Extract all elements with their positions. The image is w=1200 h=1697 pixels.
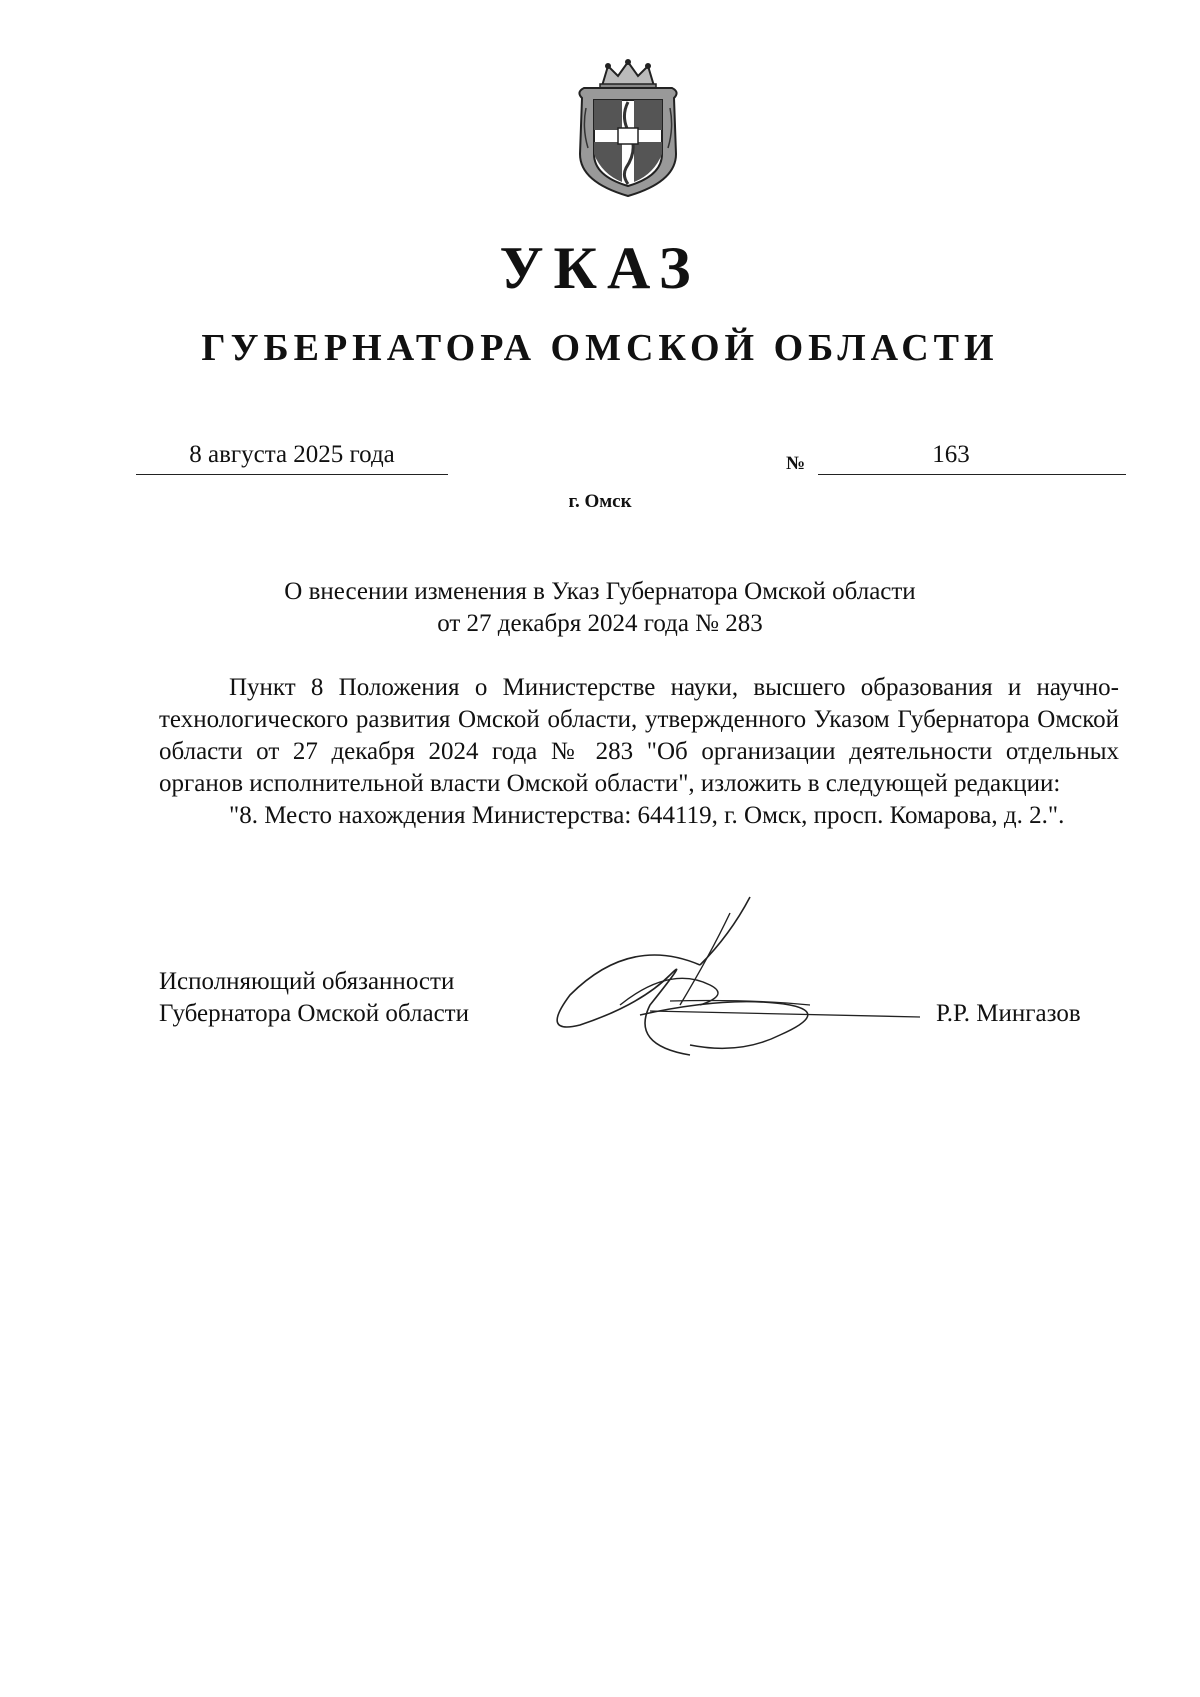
document-body [159,672,1119,832]
document-number: 163 [932,441,970,468]
body-paragraph: "8. Место нахождения Министерства: 644119, г. Омск, просп. Комарова, д. 2.". [229,802,1065,829]
document-subtitle: ГУБЕРНАТОРА ОМСКОЙ ОБЛАСТИ [201,327,999,369]
document-number-line [818,440,1126,475]
signatory-position [159,966,469,1030]
omsk-coat-of-arms-icon [572,58,684,198]
handwritten-signature-icon [530,895,930,1075]
document-date: 8 августа 2025 года [136,440,448,475]
subject-line: О внесении изменения в Указ Губернатора Омской области [284,578,916,605]
document-title: УКАЗ [499,235,701,301]
position-line: Исполняющий обязанности [159,968,455,995]
body-paragraph: Пункт 8 Положения о Министерстве науки, высшего образования и научно-технологического развития Омской области, утвержденного Указом Губернатора Омской области от 27 декабря 2024 года № 283 "Об организации деятельности отдельных органов исполнительной власти Омской области", изложить в следующей редакции: [159,674,1119,797]
position-line: Губернатора Омской области [159,1000,469,1027]
document-city: г. Омск [568,491,632,512]
signatory-name: Р.Р. Мингазов [936,1000,1081,1027]
number-sign: № [786,453,806,474]
document-subject [0,576,1200,640]
subject-line: от 27 декабря 2024 года № 283 [437,610,763,637]
